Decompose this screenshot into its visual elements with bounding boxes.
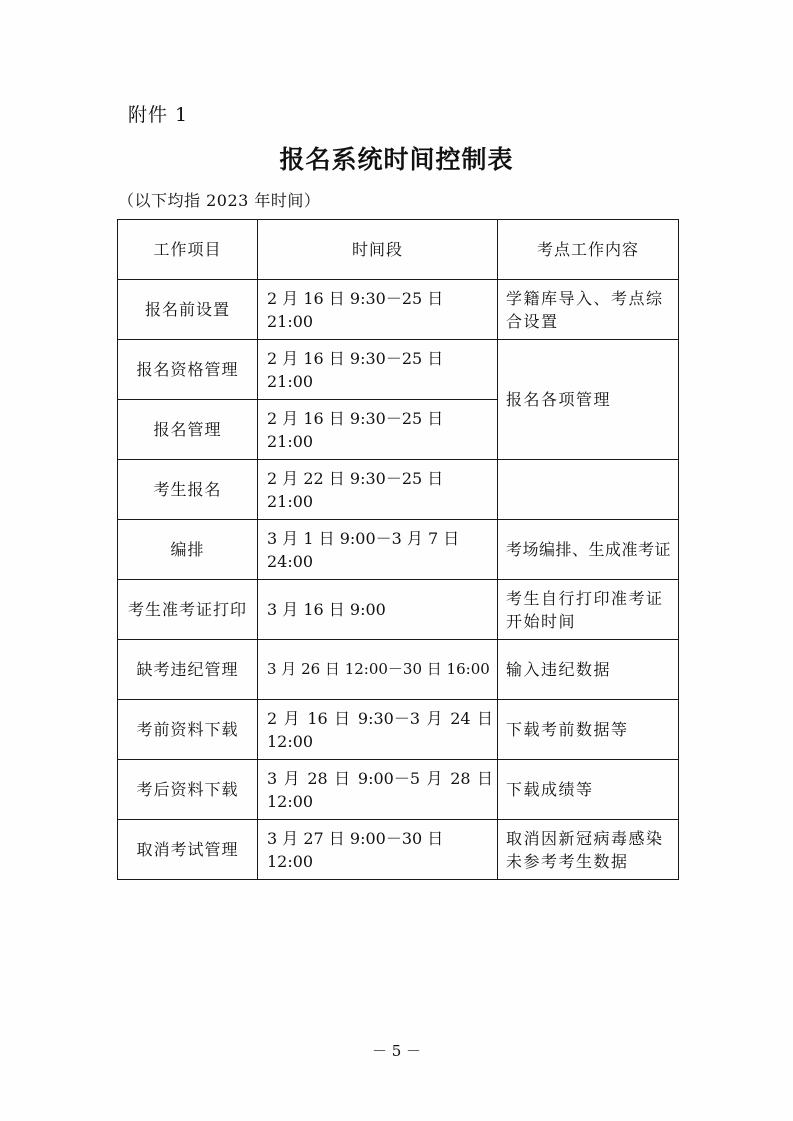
cell-period: 2 月 16 日 9:30－25 日 21:00 <box>258 340 498 400</box>
cell-content: 下载考前数据等 <box>498 700 679 760</box>
table-row <box>118 280 679 340</box>
cell-item: 编排 <box>118 520 258 580</box>
header-time-period: 时间段 <box>258 220 498 280</box>
cell-period: 2 月 16 日 9:30－25 日 21:00 <box>258 280 498 340</box>
table-row <box>118 520 679 580</box>
cell-item: 考生准考证打印 <box>118 580 258 640</box>
cell-item: 缺考违纪管理 <box>118 640 258 700</box>
cell-content: 输入违纪数据 <box>498 640 679 700</box>
table-row <box>118 820 679 880</box>
cell-content: 学籍库导入、考点综合设置 <box>498 280 679 340</box>
cell-content-merged: 报名各项管理 <box>498 340 679 460</box>
cell-item: 考生报名 <box>118 460 258 520</box>
table-row <box>118 640 679 700</box>
cell-content: 取消因新冠病毒感染未参考考生数据 <box>498 820 679 880</box>
cell-period: 3 月 26 日 12:00－30 日 16:00 <box>258 640 498 700</box>
cell-period: 3 月 1 日 9:00－3 月 7 日 24:00 <box>258 520 498 580</box>
attachment-label: 附件 1 <box>128 104 189 126</box>
table-row <box>118 700 679 760</box>
cell-content: 考场编排、生成准考证 <box>498 520 679 580</box>
header-work-item: 工作项目 <box>118 220 258 280</box>
cell-content: 考生自行打印准考证开始时间 <box>498 580 679 640</box>
table-row <box>118 580 679 640</box>
cell-item: 报名资格管理 <box>118 340 258 400</box>
cell-item: 考后资料下载 <box>118 760 258 820</box>
cell-period: 3 月 27 日 9:00－30 日 12:00 <box>258 820 498 880</box>
cell-content: 下载成绩等 <box>498 760 679 820</box>
cell-item: 报名前设置 <box>118 280 258 340</box>
cell-item: 报名管理 <box>118 400 258 460</box>
cell-period: 2 月 16 日 9:30－3 月 24 日 12:00 <box>258 700 498 760</box>
page-number: － 5 － <box>371 1042 422 1060</box>
cell-period: 3 月 16 日 9:00 <box>258 580 498 640</box>
table-row <box>118 460 679 520</box>
cell-item: 取消考试管理 <box>118 820 258 880</box>
year-note: （以下均指 2023 年时间） <box>118 191 321 210</box>
table-row <box>118 340 679 400</box>
cell-content <box>498 460 679 520</box>
cell-period: 2 月 16 日 9:30－25 日 21:00 <box>258 400 498 460</box>
table-header-row <box>118 220 679 280</box>
schedule-table <box>117 219 679 880</box>
table-row <box>118 760 679 820</box>
header-site-work: 考点工作内容 <box>498 220 679 280</box>
cell-period: 2 月 22 日 9:30－25 日 21:00 <box>258 460 498 520</box>
cell-item: 考前资料下载 <box>118 700 258 760</box>
document-title: 报名系统时间控制表 <box>279 145 514 174</box>
cell-period: 3 月 28 日 9:00－5 月 28 日 12:00 <box>258 760 498 820</box>
